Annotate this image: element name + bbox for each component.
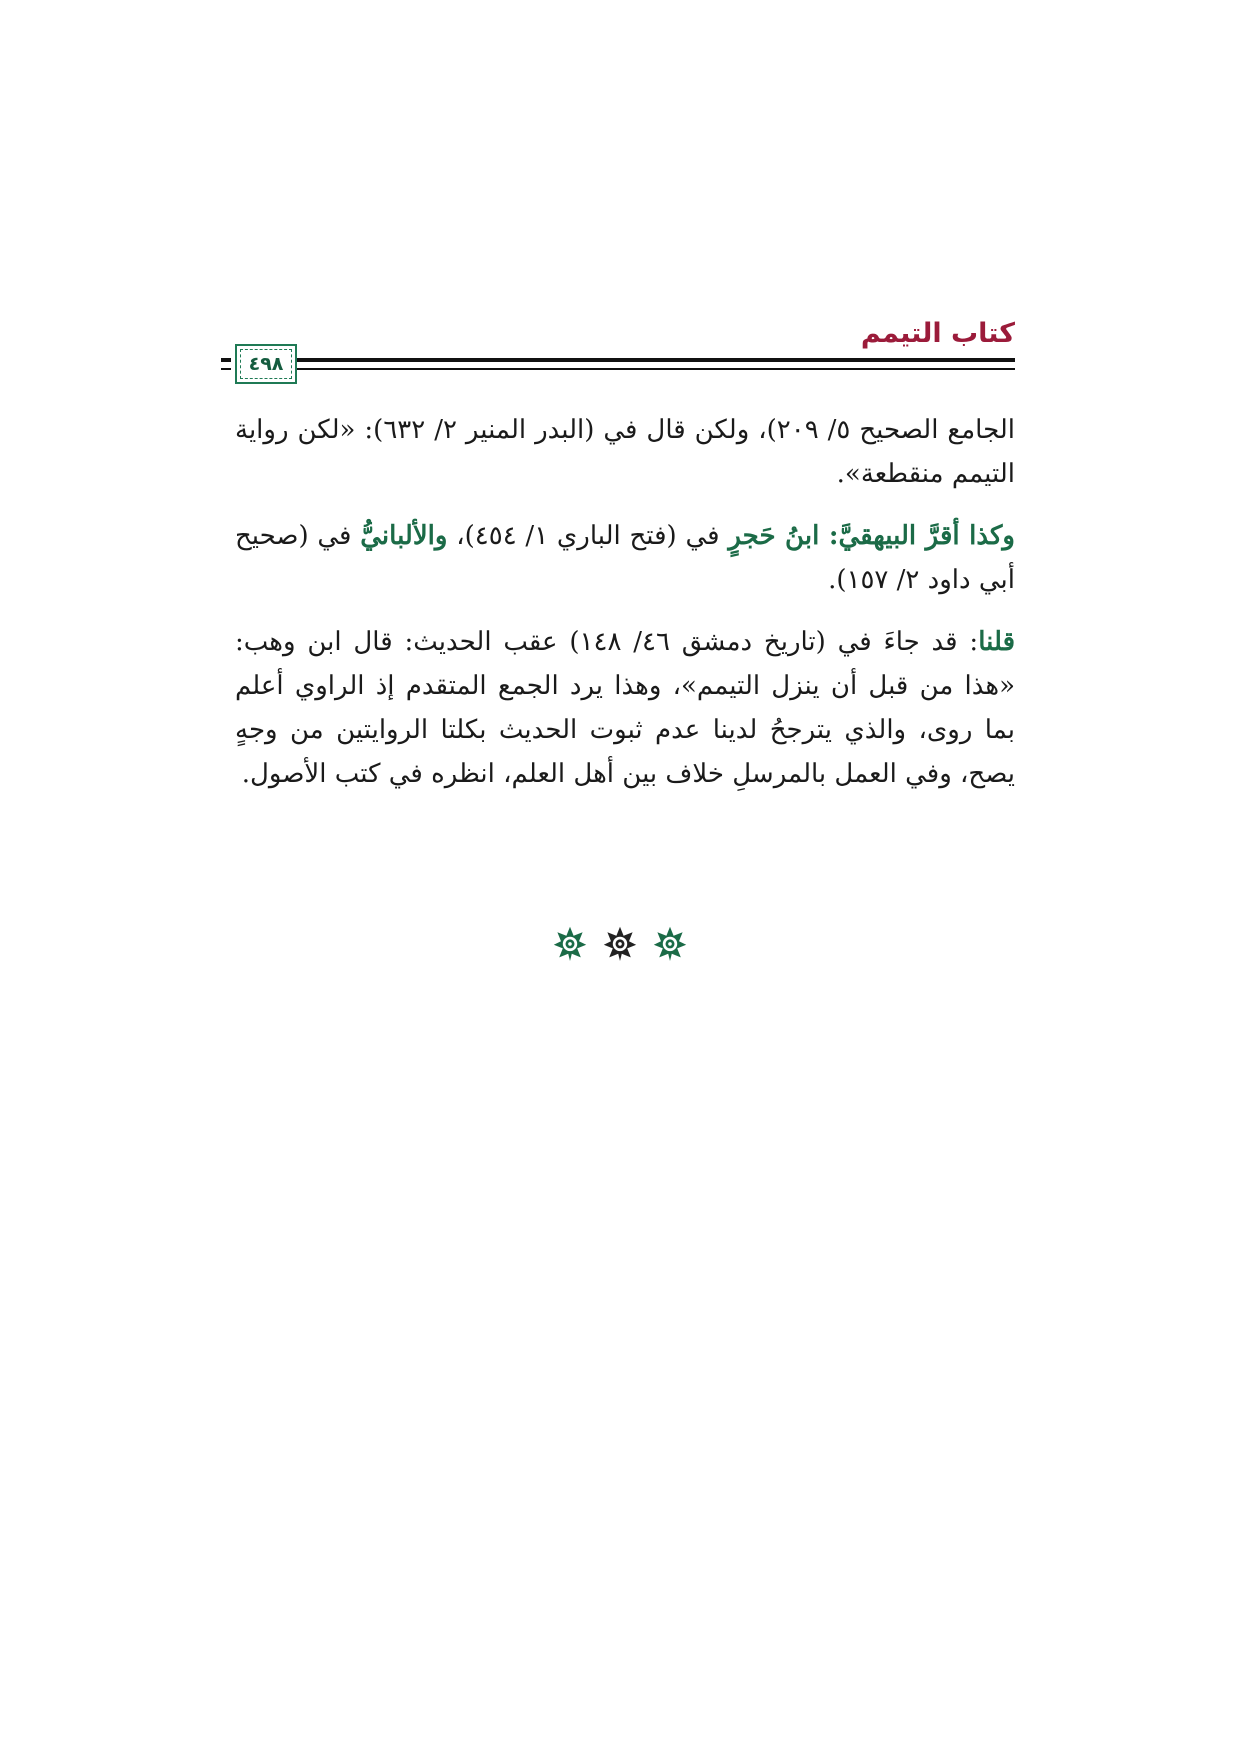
header-rule-thin — [295, 368, 1015, 370]
header-rule-thick — [295, 358, 1015, 362]
header-rule-left-thick — [221, 358, 231, 362]
page-number: ٤٩٨ — [248, 353, 284, 375]
flower-ornament-icon — [652, 925, 688, 961]
paragraph-2-mid-2: في (صحيح أبي داود ٢/ ١٥٧). — [235, 521, 1015, 595]
page-header — [235, 318, 1015, 388]
paragraph-2-mid-1: في (فتح الباري ١/ ٤٥٤)، — [447, 521, 729, 551]
page-number-badge — [235, 344, 297, 384]
section-end-ornaments — [0, 925, 1240, 961]
scholar-name-ibn-hajar: وكذا أقرَّ البيهقيَّ: ابنُ حَجرٍ — [728, 521, 1015, 551]
scholar-name-albani: والألبانيُّ — [360, 521, 448, 551]
flower-ornament-icon — [552, 925, 588, 961]
book-title: كتاب التيمم — [860, 318, 1015, 349]
paragraph-1-text: الجامع الصحيح ٥/ ٢٠٩)، ولكن قال في (البدر المنير ٢/ ٦٣٢): «لكن رواية التيمم منقطعة». — [235, 415, 1016, 489]
paragraph-2 — [235, 514, 1015, 602]
flower-ornament-icon — [602, 925, 638, 961]
qulna-label: قلنا — [978, 627, 1015, 657]
header-rule-left-thin — [221, 368, 231, 370]
paragraph-3-text: : قد جاءَ في (تاريخ دمشق ٤٦/ ١٤٨) عقب الحديث: قال ابن وهب: «هذا من قبل أن ينزل التيمم»، وهذا يرد الجمع المتقدم إذ الراوي أعلم بما روى، والذي يترجحُ لدينا عدم ثبوت الحديث بكلتا الروايتين من وجهٍ يصح، وفي العمل بالمرسلِ خلاف بين أهل العلم، انظره في كتب الأصول. — [235, 627, 1015, 789]
body-text — [235, 408, 1015, 814]
paragraph-1 — [235, 408, 1015, 496]
paragraph-3 — [235, 620, 1015, 796]
